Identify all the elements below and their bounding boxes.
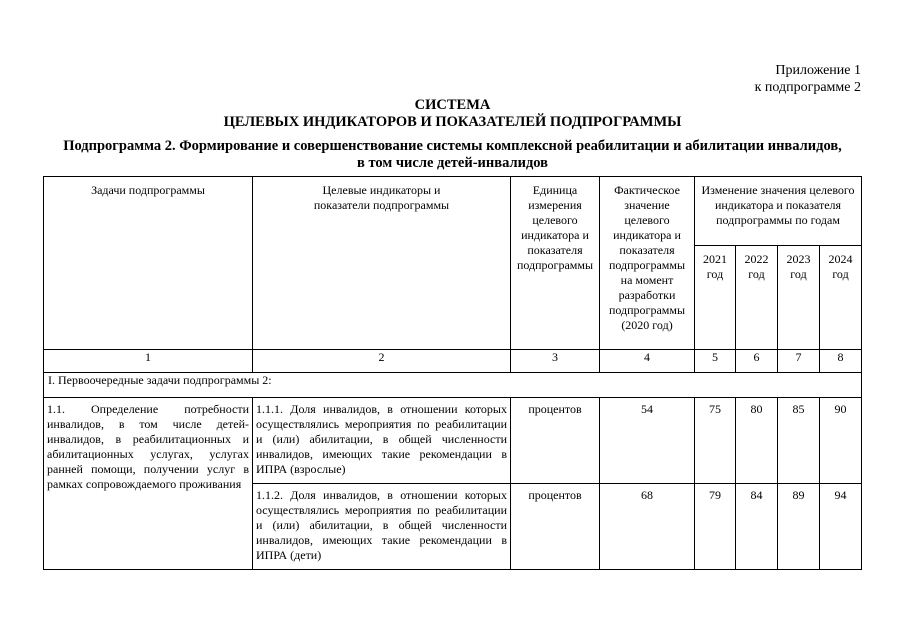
column-number-5: 5 — [695, 350, 736, 373]
header-tasks: Задачи подпрограммы — [44, 177, 253, 350]
header-year-2023: 2023 год — [778, 246, 820, 350]
value-2024: 94 — [820, 484, 862, 570]
unit-cell: процентов — [511, 484, 600, 570]
header-row-1 — [44, 177, 862, 246]
column-number-7: 7 — [778, 350, 820, 373]
section-heading: I. Первоочередные задачи подпрограммы 2: — [44, 373, 862, 398]
header-year-2024: 2024 год — [820, 246, 862, 350]
indicator-text: 1.1.2. Доля инвалидов, в отношении которых осуществлялись мероприятия по реабилитации и (или) абилитации, в общей численности инвалидов, имеющих такие рекомендации в ИПРА (дети) — [253, 484, 511, 570]
section-row — [44, 373, 862, 398]
subprogram-title: Подпрограмма 2. Формирование и совершенствование системы комплексной реабилитации и абилитации инвалидов, в том числе детей-инвалидов — [63, 138, 842, 171]
value-2024: 90 — [820, 398, 862, 484]
appendix-note — [755, 62, 861, 96]
title-line-1: СИСТЕМА — [414, 97, 491, 113]
header-year-2022: 2022 год — [736, 246, 778, 350]
value-2023: 89 — [778, 484, 820, 570]
value-2021: 79 — [695, 484, 736, 570]
value-2022: 84 — [736, 484, 778, 570]
indicators-table — [43, 176, 862, 570]
header-indicators: Целевые индикаторы и показатели подпрограммы — [253, 177, 511, 350]
header-actual-value: Фактическое значение целевого индикатора и показателя подпрограммы на момент разработки подпрограммы (2020 год) — [600, 177, 695, 350]
value-2021: 75 — [695, 398, 736, 484]
actual-value-cell: 54 — [600, 398, 695, 484]
appendix-line-2: к подпрограмме 2 — [754, 80, 861, 95]
actual-value-cell: 68 — [600, 484, 695, 570]
column-number-4: 4 — [600, 350, 695, 373]
task-description: 1.1. Определение потребности инвалидов, в том числе детей-инвалидов, в реабилитационных и абилитационных услугах, услугах ранней помощи, получении услуг в рамках сопровождаемого проживания — [44, 398, 253, 570]
header-unit: Единица измерения целевого индикатора и показателя подпрограммы — [511, 177, 600, 350]
document-title — [0, 97, 905, 131]
column-number-2: 2 — [253, 350, 511, 373]
table-row — [44, 398, 862, 484]
column-number-1: 1 — [44, 350, 253, 373]
unit-cell: процентов — [511, 398, 600, 484]
indicator-text: 1.1.1. Доля инвалидов, в отношении которых осуществлялись мероприятия по реабилитации и (или) абилитации, в общей численности инвалидов, имеющих такие рекомендации в ИПРА (взрослые) — [253, 398, 511, 484]
appendix-line-1: Приложение 1 — [775, 63, 861, 78]
title-line-2: ЦЕЛЕВЫХ ИНДИКАТОРОВ И ПОКАЗАТЕЛЕЙ ПОДПРОГРАММЫ — [223, 114, 682, 130]
column-number-6: 6 — [736, 350, 778, 373]
header-year-2021: 2021 год — [695, 246, 736, 350]
value-2022: 80 — [736, 398, 778, 484]
column-number-8: 8 — [820, 350, 862, 373]
column-numbers-row — [44, 350, 862, 373]
column-number-3: 3 — [511, 350, 600, 373]
header-change-by-years: Изменение значения целевого индикатора и показателя подпрограммы по годам — [695, 177, 862, 246]
value-2023: 85 — [778, 398, 820, 484]
